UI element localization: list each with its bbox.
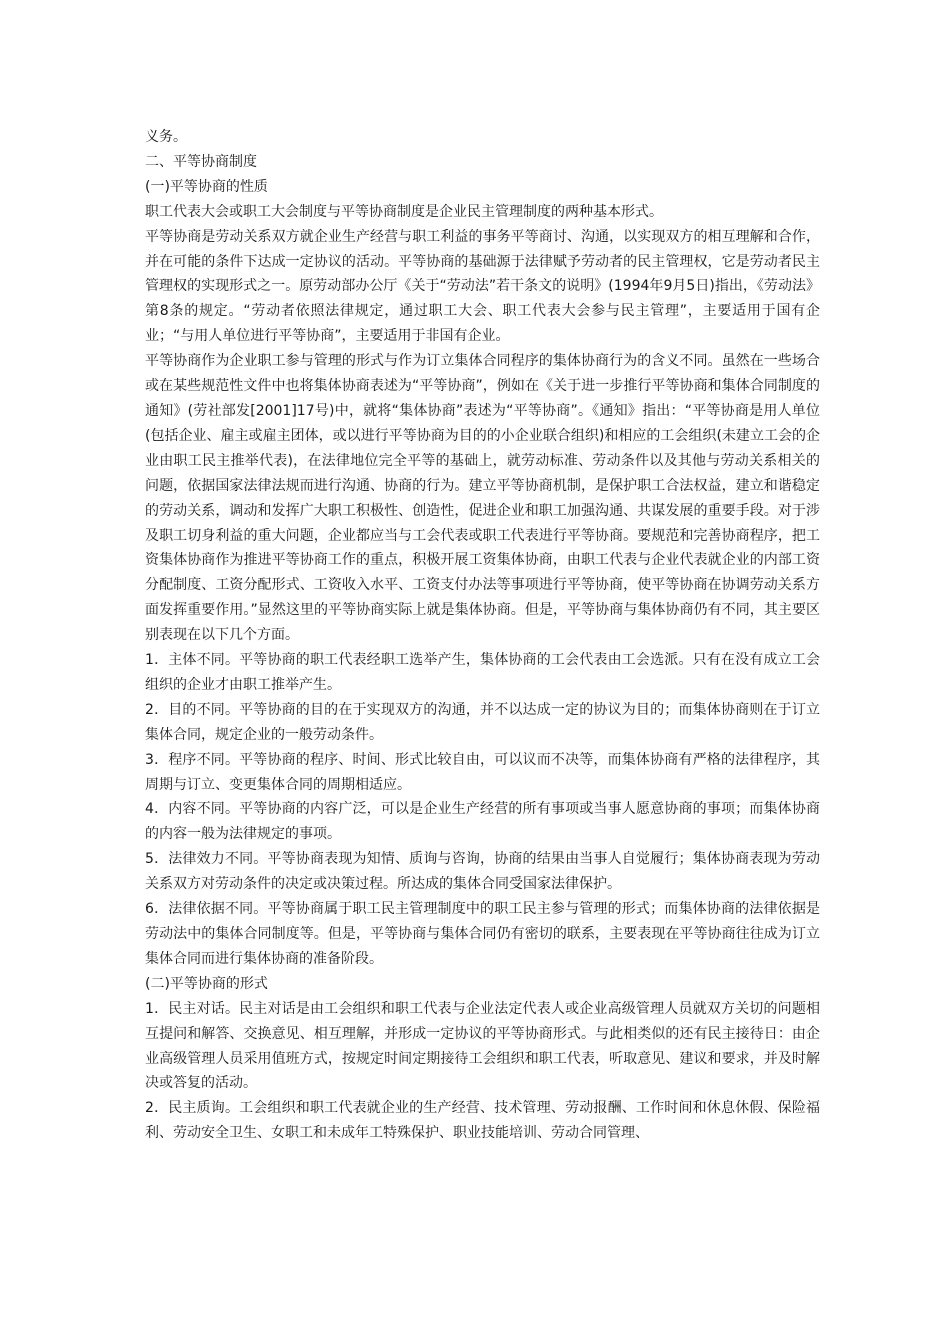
list-item: 2．民主质询。工会组织和职工代表就企业的生产经营、技术管理、劳动报酬、工作时间和休息休假、保险福利、劳动安全卫生、女职工和未成年工特殊保护、职业技能培训、劳动合同管理、 bbox=[145, 1100, 820, 1142]
list-item: 1．民主对话。民主对话是由工会组织和职工代表与企业法定代表人或企业高级管理人员就双方关切的问题相互提问和解答、交换意见、相互理解，并形成一定协议的平等协商形式。与此相类似的还有民主接待日：由企业高级管理人员采用值班方式，按规定时间定期接待工会组织和职工代表，听取意见、建议和要求，并及时解决或答复的活动。 bbox=[145, 1000, 820, 1092]
list-item: 4．内容不同。平等协商的内容广泛，可以是企业生产经营的所有事项或当事人愿意协商的事项；而集体协商的内容一般为法律规定的事项。 bbox=[145, 801, 820, 843]
paragraph: 平等协商作为企业职工参与管理的形式与作为订立集体合同程序的集体协商行为的含义不同。虽然在一些场合或在某些规范性文件中也将集体协商表述为“平等协商”，例如在《关于进一步推行平等协商和集体合同制度的通知》(劳社部发[2001]17号)中，就将“集体协商”表述为“平等协商”。《通知》指出：“平等协商是用人单位(包括企业、雇主或雇主团体，或以进行平等协商为目的的小企业联合组织)和相应的工会组织(未建立工会的企业由职工民主推举代表)，在法律地位完全平等的基础上，就劳动标准、劳动条件以及其他与劳动关系相关的问题，依据国家法律法规而进行沟通、协商的行为。建立平等协商机制，是保护职工合法权益，建立和谐稳定的劳动关系，调动和发挥广大职工积极性、创造性，促进企业和职工加强沟通、共谋发展的重要手段。对于涉及职工切身利益的重大问题，企业都应当与工会代表或职工代表进行平等协商。要规范和完善协商程序，把工资集体协商作为推进平等协商工作的重点，积极开展工资集体协商，由职工代表与企业代表就企业的内部工资分配制度、工资分配形式、工资收入水平、工资支付办法等事项进行平等协商，使平等协商在协调劳动关系方面发挥重要作用。”显然这里的平等协商实际上就是集体协商。但是，平等协商与集体协商仍有不同，其主要区别表现在以下几个方面。 bbox=[145, 353, 820, 644]
list-item: 2．目的不同。平等协商的目的在于实现双方的沟通，并不以达成一定的协议为目的；而集体协商则在于订立集体合同，规定企业的一般劳动条件。 bbox=[145, 701, 820, 743]
paragraph: 义务。 bbox=[145, 129, 187, 145]
section-heading: 二、平等协商制度 bbox=[145, 153, 257, 170]
paragraph: 职工代表大会或职工大会制度与平等协商制度是企业民主管理制度的两种基本形式。 bbox=[145, 203, 663, 220]
subsection-heading: (一)平等协商的性质 bbox=[145, 178, 268, 195]
subsection-heading: (二)平等协商的形式 bbox=[145, 975, 268, 992]
list-item: 6．法律依据不同。平等协商属于职工民主管理制度中的职工民主参与管理的形式；而集体协商的法律依据是劳动法中的集体合同制度等。但是，平等协商与集体合同仍有密切的联系，主要表现在平等协商往往成为订立集体合同而进行集体协商的准备阶段。 bbox=[145, 901, 820, 967]
list-item: 3．程序不同。平等协商的程序、时间、形式比较自由，可以议而不决等，而集体协商有严格的法律程序，其周期与订立、变更集体合同的周期相适应。 bbox=[145, 751, 820, 793]
list-item: 1．主体不同。平等协商的职工代表经职工选举产生，集体协商的工会代表由工会选派。只有在没有成立工会组织的企业才由职工推举产生。 bbox=[145, 652, 820, 693]
document-body bbox=[145, 125, 820, 1146]
list-item: 5．法律效力不同。平等协商表现为知情、质询与咨询，协商的结果由当事人自觉履行；集体协商表现为劳动关系双方对劳动条件的决定或决策过程。所达成的集体合同受国家法律保护。 bbox=[145, 851, 820, 893]
paragraph: 平等协商是劳动关系双方就企业生产经营与职工利益的事务平等商讨、沟通，以实现双方的相互理解和合作，并在可能的条件下达成一定协议的活动。平等协商的基础源于法律赋予劳动者的民主管理权，它是劳动者民主管理权的实现形式之一。原劳动部办公厅《关于“劳动法”若干条文的说明》(1994年9月5日)指出，《劳动法》第8条的规定。“劳动者依照法律规定，通过职工大会、职工代表大会参与民主管理”，主要适用于国有企业；“与用人单位进行平等协商”，主要适用于非国有企业。 bbox=[145, 228, 820, 345]
